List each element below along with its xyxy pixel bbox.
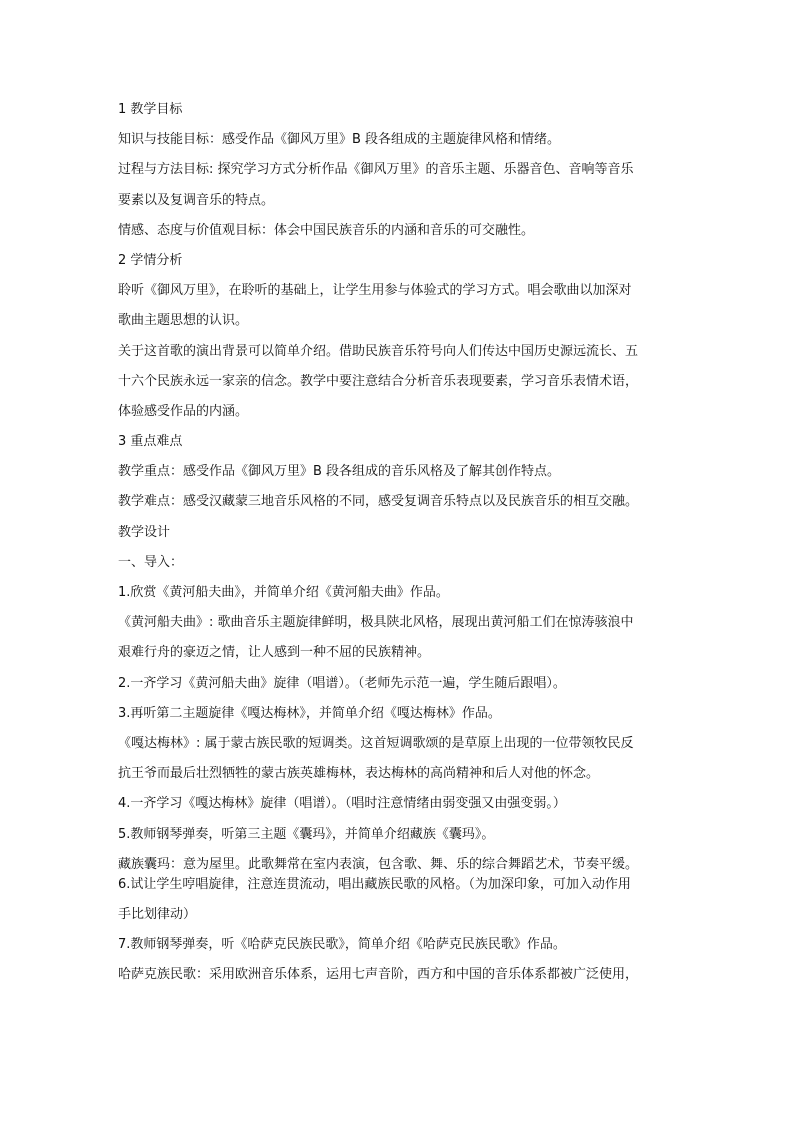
paragraph-kazakh-folk-song: 哈萨克族民歌：采用欧洲音乐体系，运用七声音阶，西方和中国的音乐体系都被广泛使用， (118, 967, 639, 983)
step-2: 2.一齐学习《黄河船夫曲》旋律（唱谱）。（老师先示范一遍，学生随后跟唱）。 (118, 675, 566, 691)
paragraph-background-cont-2: 体验感受作品的内涵。 (118, 403, 249, 419)
step-4: 4.一齐学习《嘎达梅林》旋律（唱谱）。（唱时注意情绪由弱变强又由强变弱。） (118, 796, 566, 812)
paragraph-listening-cont: 歌曲主题思想的认识。 (118, 313, 249, 329)
paragraph-emotion-goal: 情感、态度与价值观目标：体会中国民族音乐的内涵和音乐的可交融性。 (118, 222, 535, 238)
paragraph-nangma: 藏族囊玛：意为屋里。此歌舞常在室内表演，包含歌、舞、乐的综合舞蹈艺术，节奏平缓。 (118, 856, 639, 872)
paragraph-process-goal: 过程与方法目标: 探究学习方式分析作品《御风万里》的音乐主题、乐器音色、音响等音乐 (118, 162, 634, 178)
paragraph-key-point: 教学重点：感受作品《御风万里》B 段各组成的音乐风格及了解其创作特点。 (118, 464, 561, 480)
document-page (118, 100, 678, 995)
paragraph-difficult-point: 教学难点：感受汉藏蒙三地音乐风格的不同，感受复调音乐特点以及民族音乐的相互交融。 (118, 494, 639, 510)
paragraph-listening: 聆听《御风万里》，在聆听的基础上，让学生用参与体验式的学习方式。唱会歌曲以加深对 (118, 283, 632, 299)
paragraph-yellow-river-boatman-cont: 艰难行舟的豪迈之情，让人感到一种不屈的民族精神。 (118, 645, 431, 661)
section-heading-student-analysis: 2 学情分析 (118, 252, 183, 268)
step-6: 6.试让学生哼唱旋律，注意连贯流动，唱出藏族民歌的风格。（为加深印象，可加入动作用 (118, 876, 631, 892)
step-5: 5.教师钢琴弹奏，听第三主题《囊玛》，并简单介绍藏族《囊玛》。 (118, 826, 495, 842)
paragraph-yellow-river-boatman: 《黄河船夫曲》: 歌曲音乐主题旋律鲜明，极具陕北风格，展现出黄河船工们在惊涛骇浪中 (118, 615, 634, 631)
step-6-cont: 手比划律动） (118, 906, 197, 922)
paragraph-background: 关于这首歌的演出背景可以简单介绍。借助民族音乐符号向人们传达中国历史源远流长、五 (118, 343, 639, 359)
step-7: 7.教师钢琴弹奏，听《哈萨克民族民歌》，简单介绍《哈萨克民族民歌》作品。 (118, 937, 566, 953)
paragraph-knowledge-goal: 知识与技能目标：感受作品《御风万里》B 段各组成的主题旋律风格和情绪。 (118, 132, 561, 148)
paragraph-background-cont-1: 十六个民族永远一家亲的信念。教学中要注意结合分析音乐表现要素，学习音乐表情术语， (118, 373, 639, 389)
paragraph-gada-meilin-cont: 抗王爷而最后壮烈牺牲的蒙古族英雄梅林，表达梅林的高尚精神和后人对他的怀念。 (118, 766, 600, 782)
step-1: 1.欣赏《黄河船夫曲》，并简单介绍《黄河船夫曲》作品。 (118, 585, 449, 600)
section-heading-key-points: 3 重点难点 (118, 434, 183, 450)
section-heading-teaching-design: 教学设计 (118, 524, 171, 540)
section-heading-teaching-goals: 1 教学目标 (118, 102, 183, 117)
paragraph-process-goal-cont: 要素以及复调音乐的特点。 (118, 192, 275, 208)
step-3: 3.再听第二主题旋律《嘎达梅林》，并简单介绍《嘎达梅林》作品。 (118, 705, 501, 721)
subheading-introduction: 一、导入： (118, 554, 184, 570)
paragraph-gada-meilin: 《嘎达梅林》: 属于蒙古族民歌的短调类。这首短调歌颂的是草原上出现的一位带领牧民反 (118, 735, 634, 751)
